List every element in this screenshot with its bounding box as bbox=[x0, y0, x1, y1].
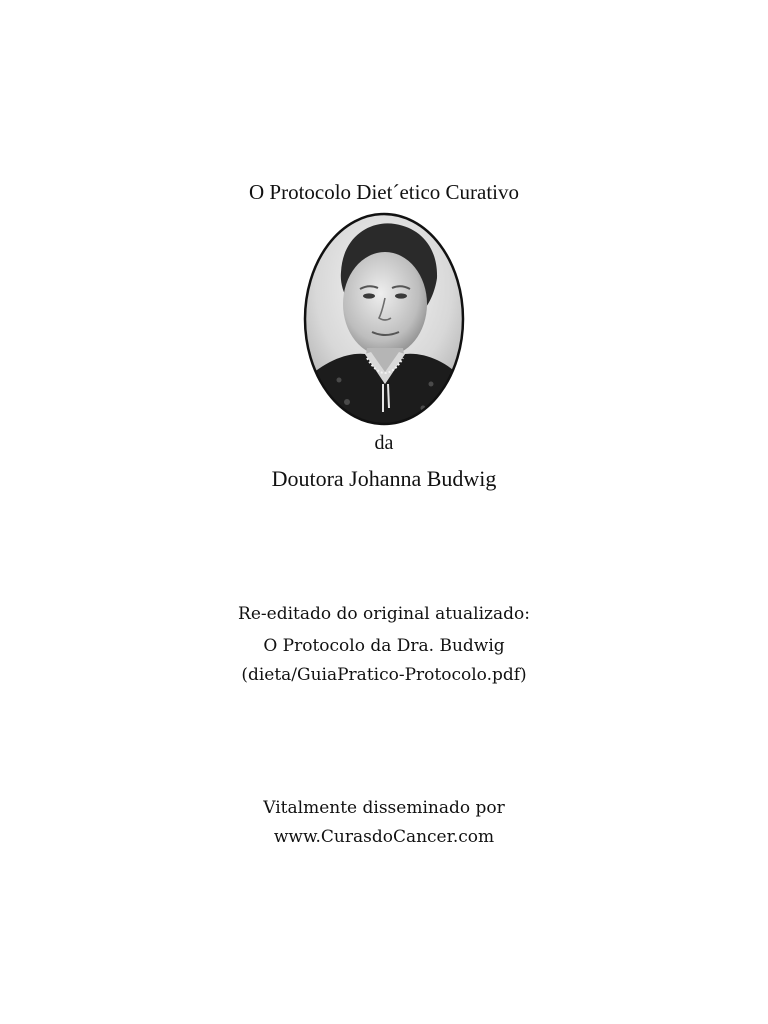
document-title: O Protocolo Diet´etico Curativo bbox=[248, 180, 520, 204]
author-portrait bbox=[303, 212, 465, 426]
author-name: Doutora Johanna Budwig bbox=[271, 466, 497, 491]
reedition-label: Re-editado do original atualizado: bbox=[238, 604, 530, 624]
website-link[interactable]: www.CurasdoCancer.com bbox=[273, 827, 495, 847]
original-file: (dieta/GuiaPratico-Protocolo.pdf) bbox=[241, 665, 527, 685]
dissemination-label: Vitalmente disseminado por bbox=[263, 798, 505, 818]
original-title: O Protocolo da Dra. Budwig bbox=[263, 636, 505, 656]
author-connector: da bbox=[374, 432, 394, 454]
